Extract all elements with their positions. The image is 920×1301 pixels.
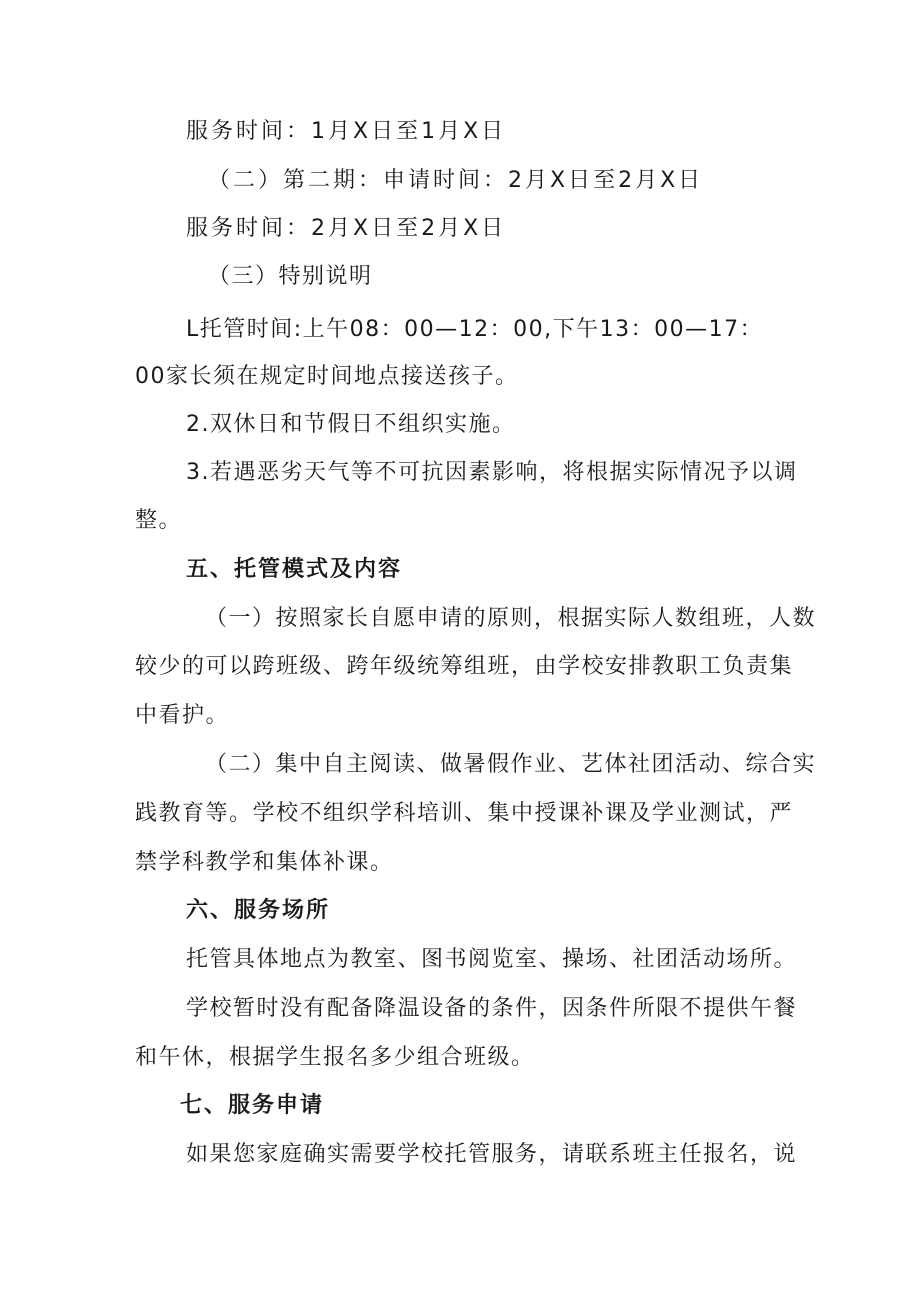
section-5-item-2-line-3: 禁学科教学和集体补课。	[135, 850, 394, 875]
note-3-line-2: 整。	[135, 508, 183, 533]
section-6-heading: 六、服务场所	[186, 898, 331, 923]
section-6-paragraph-2-line-2: 和午休，根据学生报名多少组合班级。	[135, 1045, 535, 1070]
service-time-period-1: 服务时间：1月X日至1月X日	[186, 119, 507, 144]
note-1-line-2: 00家长须在规定时间地点接送孩子。	[135, 364, 519, 389]
section-5-item-1-line-1: （一）按照家长自愿申请的原则，根据实际人数组班，人数	[205, 606, 817, 631]
section-7-paragraph-1: 如果您家庭确实需要学校托管服务，请联系班主任报名，说	[186, 1142, 798, 1167]
note-1-line-1: L托管时间:上午08：00—12：00,下午13：00—17：	[186, 317, 764, 342]
section-6-paragraph-2-line-1: 学校暂时没有配备降温设备的条件，因条件所限不提供午餐	[186, 996, 798, 1021]
section-5-item-1-line-2: 较少的可以跨班级、跨年级统筹组班，由学校安排教职工负责集	[135, 654, 794, 679]
section-5-heading: 五、托管模式及内容	[186, 557, 403, 582]
special-notes-subheading: （三）特别说明	[208, 264, 373, 289]
section-5-item-2-line-2: 践教育等。学校不组织学科培训、集中授课补课及学业测试，严	[135, 801, 794, 826]
period-2-application-time: （二）第二期：申请时间：2月X日至2月X日	[208, 168, 704, 193]
section-5-item-1-line-3: 中看护。	[135, 703, 230, 728]
section-7-heading: 七、服务申请	[180, 1093, 325, 1118]
note-2: 2.双休日和节假日不组织实施。	[186, 412, 516, 437]
section-5-item-2-line-1: （二）集中自主阅读、做暑假作业、艺体社团活动、综合实	[205, 752, 817, 777]
service-time-period-2: 服务时间：2月X日至2月X日	[186, 216, 507, 241]
note-3-line-1: 3.若遇恶劣天气等不可抗因素影响，将根据实际情况予以调	[186, 460, 798, 485]
section-6-paragraph-1: 托管具体地点为教室、图书阅览室、操场、社团活动场所。	[186, 947, 798, 972]
